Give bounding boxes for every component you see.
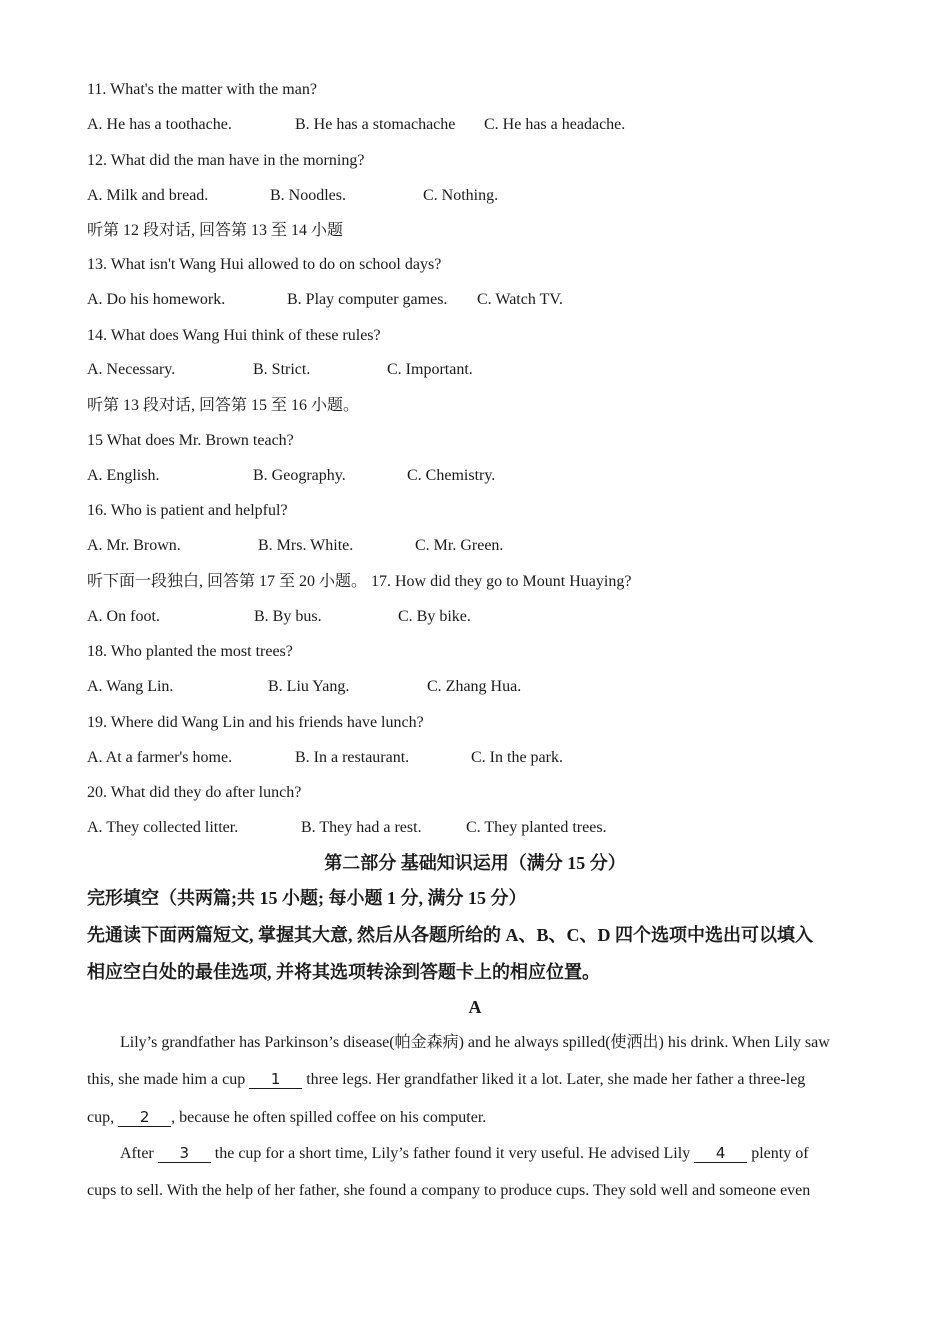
- options-15: [87, 466, 887, 486]
- question-20: 20. What did they do after lunch?: [87, 784, 302, 801]
- option-c: C. Chemistry.: [407, 467, 496, 484]
- passage-p2-line1: [120, 1144, 900, 1164]
- option-a: A. Do his homework.: [87, 291, 226, 308]
- options-17: [87, 607, 887, 627]
- option-b: B. Strict.: [253, 361, 311, 378]
- blank-2: 2: [118, 1109, 171, 1127]
- section-title: 完形填空（共两篇;共 15 小题; 每小题 1 分, 满分 15 分）: [87, 888, 527, 908]
- part2-title: 第二部分 基础知识运用（满分 15 分）: [324, 853, 626, 873]
- text: After: [120, 1145, 154, 1162]
- option-a: A. They collected litter.: [87, 819, 239, 836]
- option-c: C. Mr. Green.: [415, 537, 504, 554]
- instruction-dialog-13: 听第 13 段对话, 回答第 15 至 16 小题。: [87, 397, 360, 414]
- option-a: A. Milk and bread.: [87, 187, 209, 204]
- passage-label: A: [468, 997, 482, 1017]
- option-b: B. Noodles.: [270, 187, 346, 204]
- option-c: C. They planted trees.: [466, 819, 607, 836]
- option-a: A. Wang Lin.: [87, 678, 174, 695]
- directions-line-2: 相应空白处的最佳选项, 并将其选项转涂到答题卡上的相应位置。: [87, 962, 600, 982]
- option-c: C. Important.: [387, 361, 473, 378]
- option-b: B. He has a stomachache: [295, 116, 456, 133]
- text: three legs. Her grandfather liked it a lot. Later, she made her father a three-leg: [306, 1071, 806, 1088]
- blank-1: 1: [249, 1071, 302, 1089]
- option-a: A. Mr. Brown.: [87, 537, 181, 554]
- directions-line-1: 先通读下面两篇短文, 掌握其大意, 然后从各题所给的 A、B、C、D 四个选项中选出可以填入: [87, 925, 813, 945]
- option-b: B. They had a rest.: [301, 819, 422, 836]
- option-a: A. Necessary.: [87, 361, 176, 378]
- option-c: C. Watch TV.: [477, 291, 563, 308]
- text: plenty of: [751, 1145, 809, 1162]
- options-11: [87, 115, 887, 135]
- question-18: 18. Who planted the most trees?: [87, 643, 293, 660]
- passage-p1-line3: [87, 1108, 867, 1128]
- options-14: [87, 360, 887, 380]
- text: the cup for a short time, Lily’s father found it very useful. He advised Lily: [214, 1145, 691, 1162]
- blank-3: 3: [158, 1145, 211, 1163]
- option-b: B. By bus.: [254, 608, 322, 625]
- options-18: [87, 677, 887, 697]
- options-12: [87, 186, 887, 206]
- text: , because he often spilled coffee on his computer.: [171, 1109, 487, 1126]
- text: cup,: [87, 1109, 115, 1126]
- option-b: B. Play computer games.: [287, 291, 448, 308]
- option-a: A. English.: [87, 467, 160, 484]
- options-19: [87, 748, 887, 768]
- passage-p2-line2: cups to sell. With the help of her father, she found a company to produce cups. They sold well and someone even: [87, 1182, 811, 1199]
- option-c: C. Nothing.: [423, 187, 499, 204]
- question-11: 11. What's the matter with the man?: [87, 81, 317, 98]
- options-16: [87, 536, 887, 556]
- option-c: C. By bike.: [398, 608, 471, 625]
- option-c: C. In the park.: [471, 749, 563, 766]
- option-a: A. He has a toothache.: [87, 116, 232, 133]
- question-14: 14. What does Wang Hui think of these rules?: [87, 327, 381, 344]
- question-16: 16. Who is patient and helpful?: [87, 502, 288, 519]
- option-a: A. At a farmer's home.: [87, 749, 233, 766]
- passage-p1-line2: [87, 1070, 867, 1090]
- option-b: B. Mrs. White.: [258, 537, 354, 554]
- question-13: 13. What isn't Wang Hui allowed to do on school days?: [87, 256, 442, 273]
- options-13: [87, 290, 887, 310]
- question-15: 15 What does Mr. Brown teach?: [87, 432, 294, 449]
- text: this, she made him a cup: [87, 1071, 246, 1088]
- instruction-dialog-12: 听第 12 段对话, 回答第 13 至 14 小题: [87, 222, 344, 239]
- option-c: C. He has a headache.: [484, 116, 626, 133]
- option-a: A. On foot.: [87, 608, 160, 625]
- question-12: 12. What did the man have in the morning?: [87, 152, 365, 169]
- option-c: C. Zhang Hua.: [427, 678, 522, 695]
- question-19: 19. Where did Wang Lin and his friends have lunch?: [87, 714, 424, 731]
- blank-4: 4: [694, 1145, 747, 1163]
- question-17: 听下面一段独白, 回答第 17 至 20 小题。 17. How did they go to Mount Huaying?: [87, 573, 632, 590]
- passage-p1-line1: Lily’s grandfather has Parkinson’s disease(帕金森病) and he always spilled(使洒出) his drink. When Lily saw: [120, 1034, 830, 1051]
- option-b: B. Geography.: [253, 467, 346, 484]
- option-b: B. In a restaurant.: [295, 749, 410, 766]
- options-20: [87, 818, 887, 838]
- option-b: B. Liu Yang.: [268, 678, 350, 695]
